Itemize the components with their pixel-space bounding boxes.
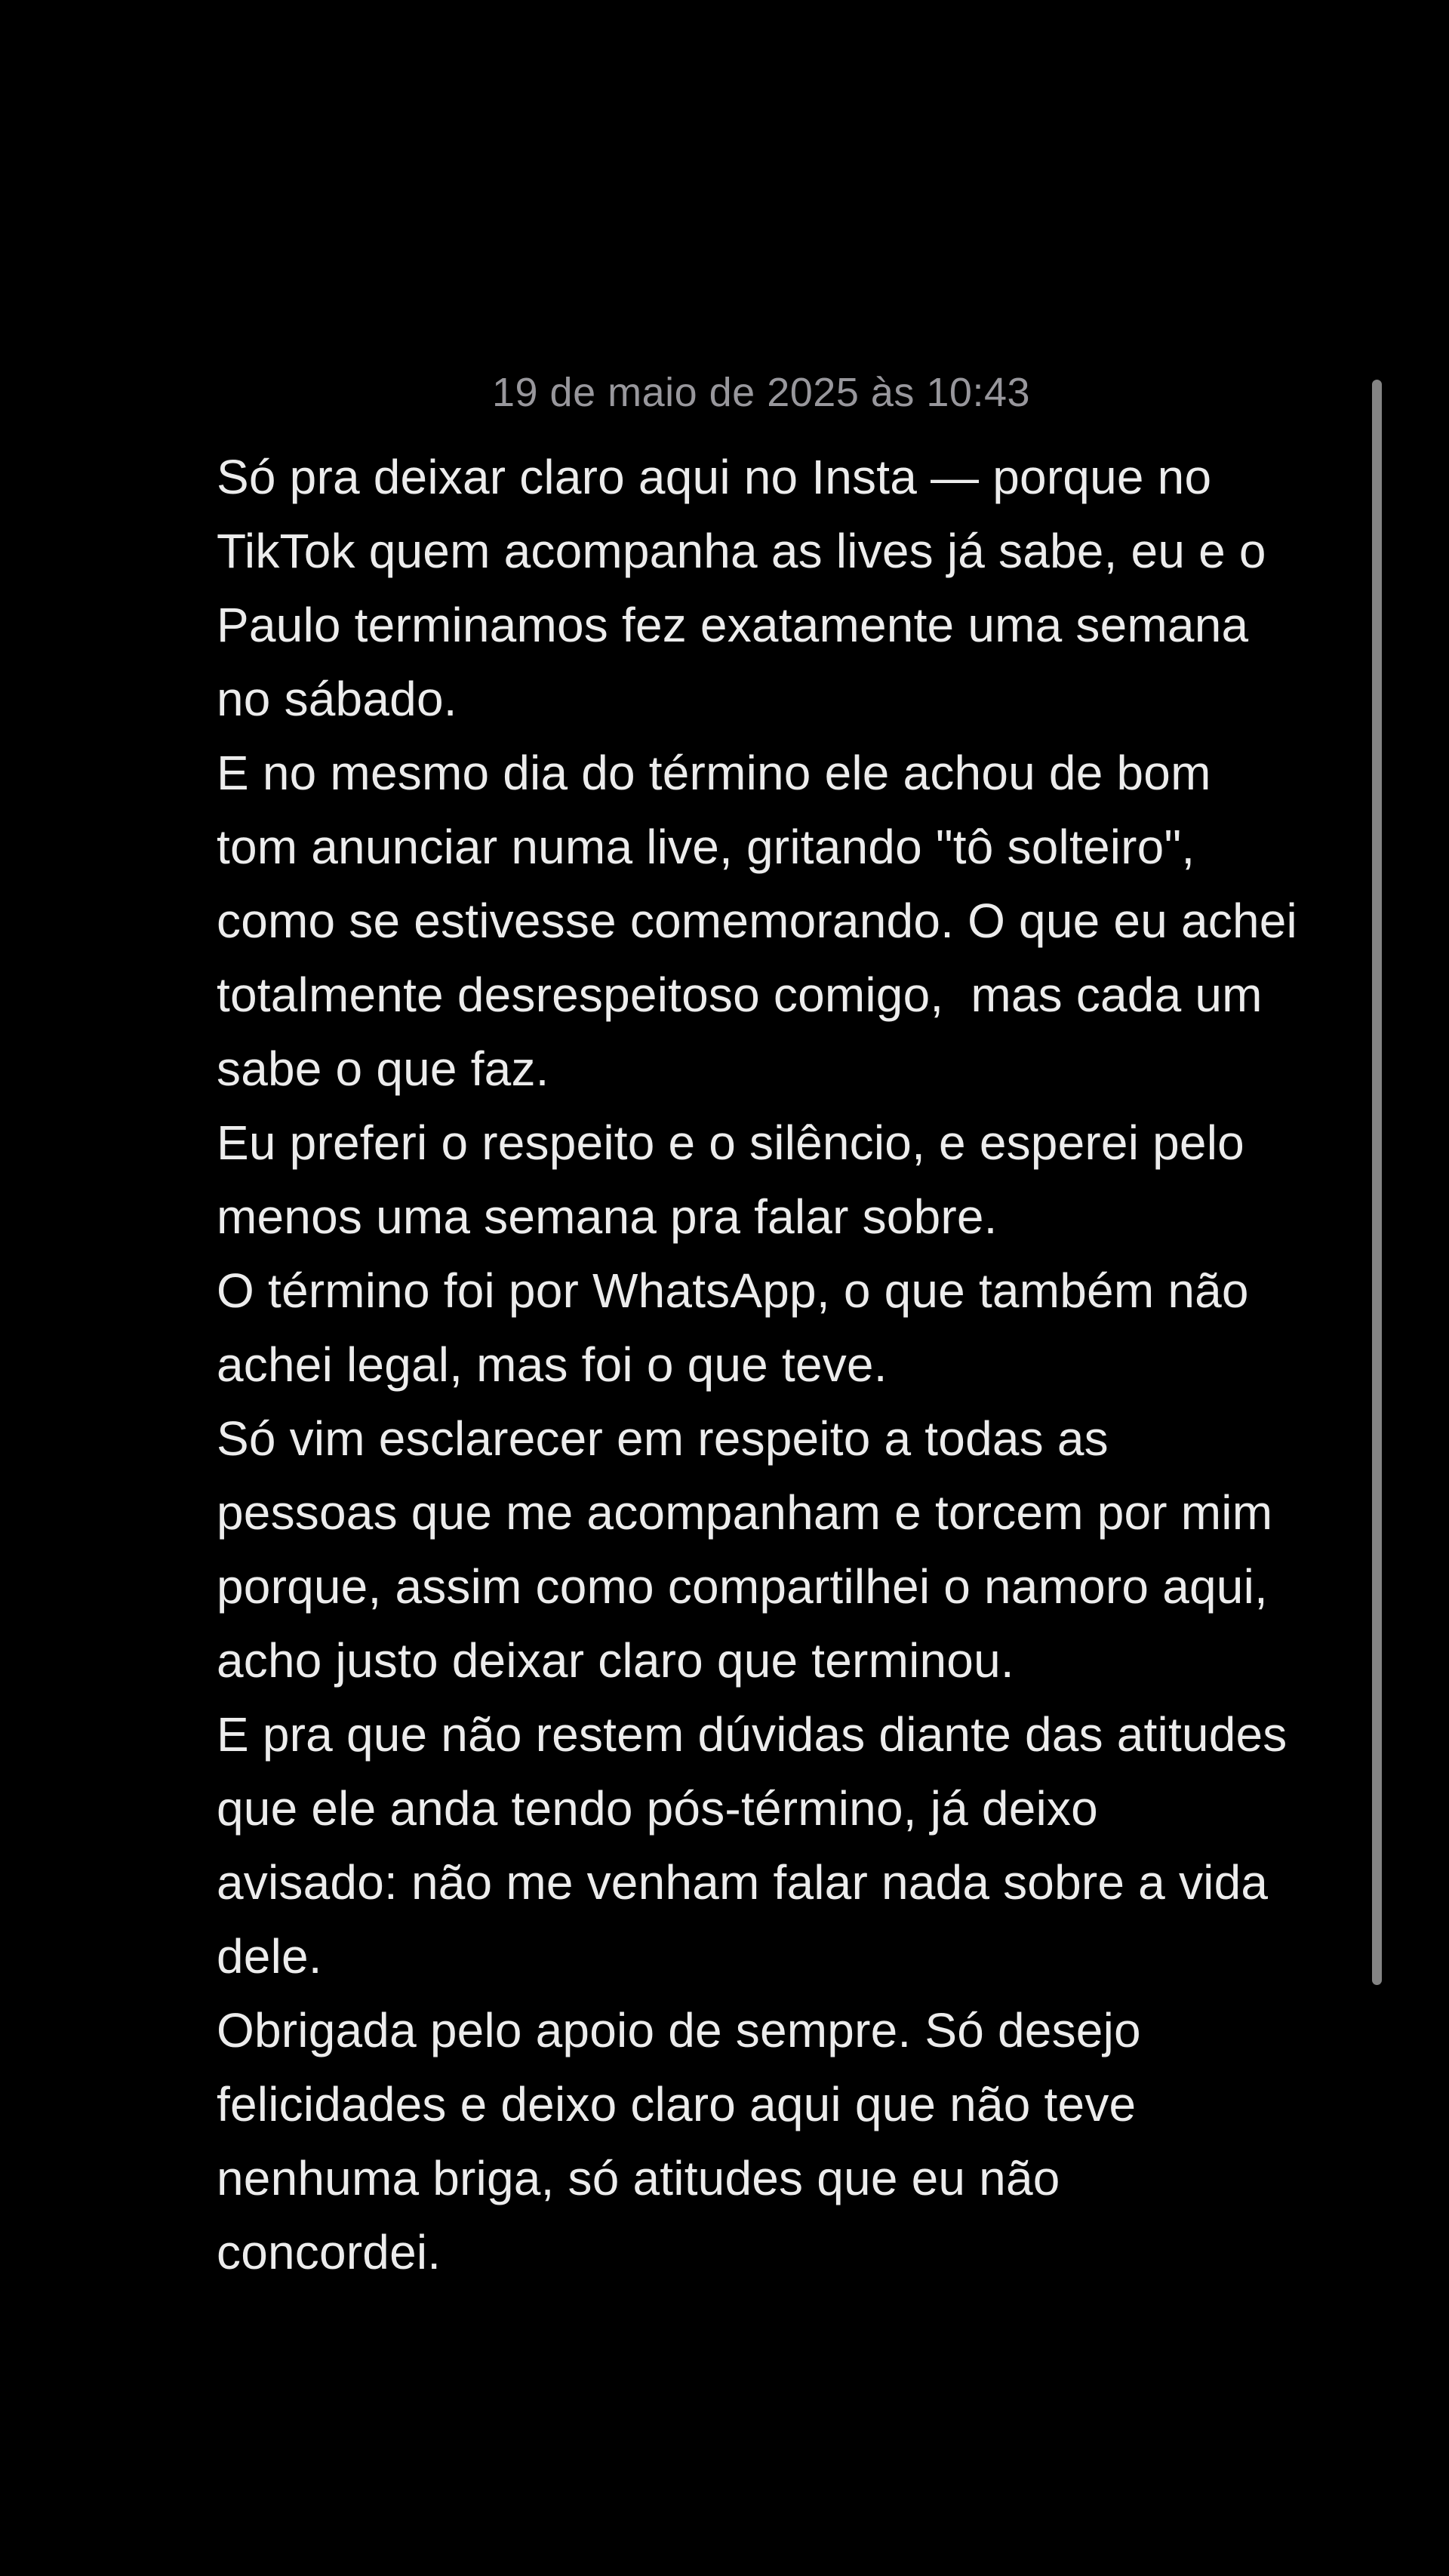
story-line: TikTok quem acompanha as lives já sabe, eu e o bbox=[217, 524, 1266, 578]
story-line: porque, assim como compartilhei o namoro aqui, bbox=[217, 1559, 1268, 1614]
story-line: menos uma semana pra falar sobre. bbox=[217, 1190, 998, 1244]
story-body-text bbox=[217, 440, 1349, 2289]
story-line: concordei. bbox=[217, 2225, 441, 2279]
story-line: Eu preferi o respeito e o silêncio, e esperei pelo bbox=[217, 1116, 1244, 1170]
story-line: E no mesmo dia do término ele achou de bom bbox=[217, 746, 1211, 800]
story-line: dele. bbox=[217, 1929, 322, 1984]
story-line: Paulo terminamos fez exatamente uma semana bbox=[217, 598, 1249, 652]
story-line: sabe o que faz. bbox=[217, 1042, 549, 1096]
story-line: acho justo deixar claro que terminou. bbox=[217, 1633, 1014, 1688]
story-line: totalmente desrespeitoso comigo, mas cada um bbox=[217, 968, 1263, 1022]
story-line: felicidades e deixo claro aqui que não teve bbox=[217, 2077, 1137, 2131]
story-line: Só pra deixar claro aqui no Insta — porque no bbox=[217, 450, 1212, 504]
story-line: nenhuma briga, só atitudes que eu não bbox=[217, 2151, 1060, 2205]
story-timestamp: 19 de maio de 2025 às 10:43 bbox=[491, 370, 1031, 415]
story-line: Obrigada pelo apoio de sempre. Só desejo bbox=[217, 2003, 1141, 2057]
story-line: que ele anda tendo pós-término, já deixo bbox=[217, 1781, 1098, 1836]
story-line: tom anunciar numa live, gritando "tô solteiro", bbox=[217, 820, 1195, 874]
story-line: achei legal, mas foi o que teve. bbox=[217, 1337, 888, 1392]
story-line: no sábado. bbox=[217, 672, 457, 726]
story-line: avisado: não me venham falar nada sobre a vida bbox=[217, 1855, 1269, 1910]
story-line: pessoas que me acompanham e torcem por mim bbox=[217, 1485, 1273, 1540]
story-line: como se estivesse comemorando. O que eu achei bbox=[217, 894, 1297, 948]
story-line: O término foi por WhatsApp, o que também não bbox=[217, 1263, 1249, 1318]
story-line: Só vim esclarecer em respeito a todas as bbox=[217, 1411, 1109, 1466]
scrollbar-thumb[interactable] bbox=[1372, 380, 1382, 1985]
story-line: E pra que não restem dúvidas diante das atitudes bbox=[217, 1707, 1287, 1762]
